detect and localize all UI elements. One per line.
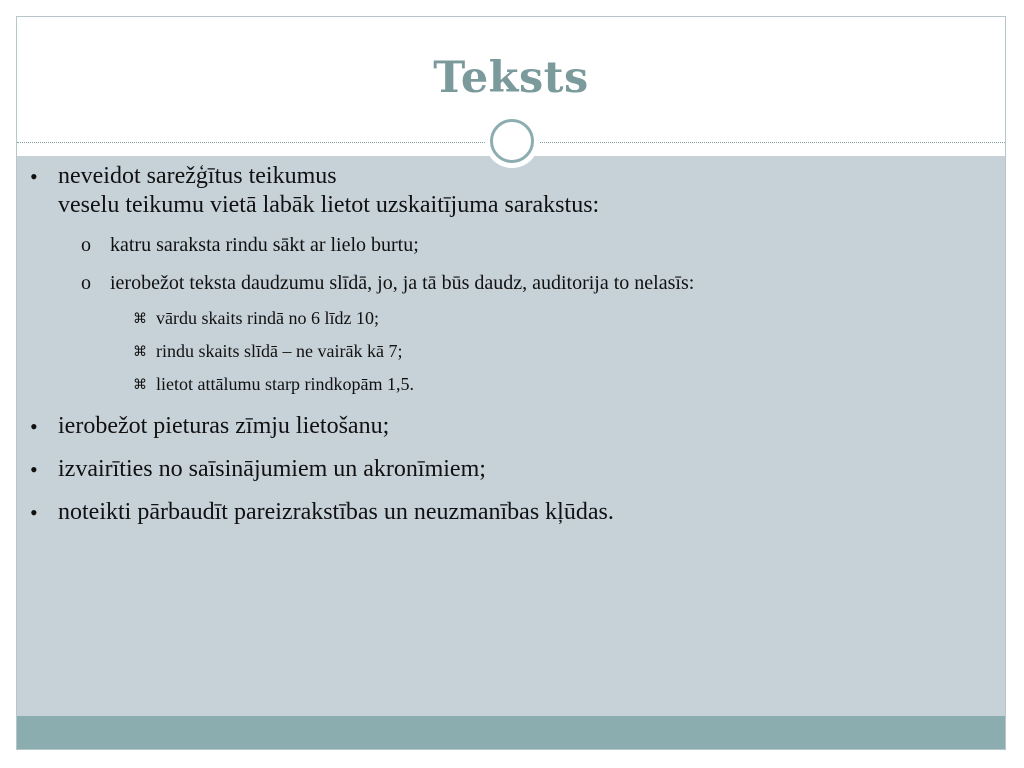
list-item bbox=[28, 232, 978, 258]
list-item-text: vārdu skaits rindā no 6 līdz 10; bbox=[156, 308, 379, 328]
bullet-dot-icon: • bbox=[30, 500, 38, 525]
list-item bbox=[28, 498, 978, 527]
bullet-dot-icon: • bbox=[30, 414, 38, 439]
list-item bbox=[28, 455, 978, 484]
list-item-text-continuation: veselu teikumu vietā labāk lietot uzskaitījuma sarakstus: bbox=[58, 192, 600, 218]
bullet-list bbox=[28, 162, 978, 527]
list-item-text: ierobežot teksta daudzumu slīdā, jo, ja tā būs daudz, auditorija to nelasīs: bbox=[110, 272, 695, 294]
list-item-text: ierobežot pieturas zīmju lietošanu; bbox=[58, 413, 390, 439]
bullet-star-icon: ⌘ bbox=[133, 345, 147, 360]
bullet-dot-icon: • bbox=[30, 457, 38, 482]
list-item-text: rindu skaits slīdā – ne vairāk kā 7; bbox=[156, 341, 403, 361]
bullet-star-icon: ⌘ bbox=[133, 312, 147, 327]
list-item-text: noteikti pārbaudīt pareizrakstības un neuzmanības kļūdas. bbox=[58, 499, 614, 525]
list-item-text: neveidot sarežģītus teikumus bbox=[58, 163, 337, 189]
list-item bbox=[28, 412, 978, 441]
list-item bbox=[28, 307, 978, 329]
list-item-text: lietot attālumu starp rindkopām 1,5. bbox=[156, 374, 414, 394]
list-item-text: katru saraksta rindu sākt ar lielo burtu; bbox=[110, 234, 419, 256]
list-item bbox=[28, 340, 978, 362]
list-item bbox=[28, 373, 978, 395]
list-item bbox=[28, 270, 978, 296]
bullet-dot-icon: • bbox=[30, 164, 38, 189]
bullet-star-icon: ⌘ bbox=[133, 378, 147, 393]
bullet-circle-icon: o bbox=[81, 272, 91, 294]
footer-band bbox=[17, 716, 1005, 750]
list-item bbox=[28, 162, 978, 220]
list-item-text: izvairīties no saīsinājumiem un akronīmiem; bbox=[58, 456, 486, 482]
circle-ornament-icon bbox=[490, 119, 534, 163]
slide-title: Teksts bbox=[433, 53, 589, 103]
bullet-circle-icon: o bbox=[81, 234, 91, 256]
